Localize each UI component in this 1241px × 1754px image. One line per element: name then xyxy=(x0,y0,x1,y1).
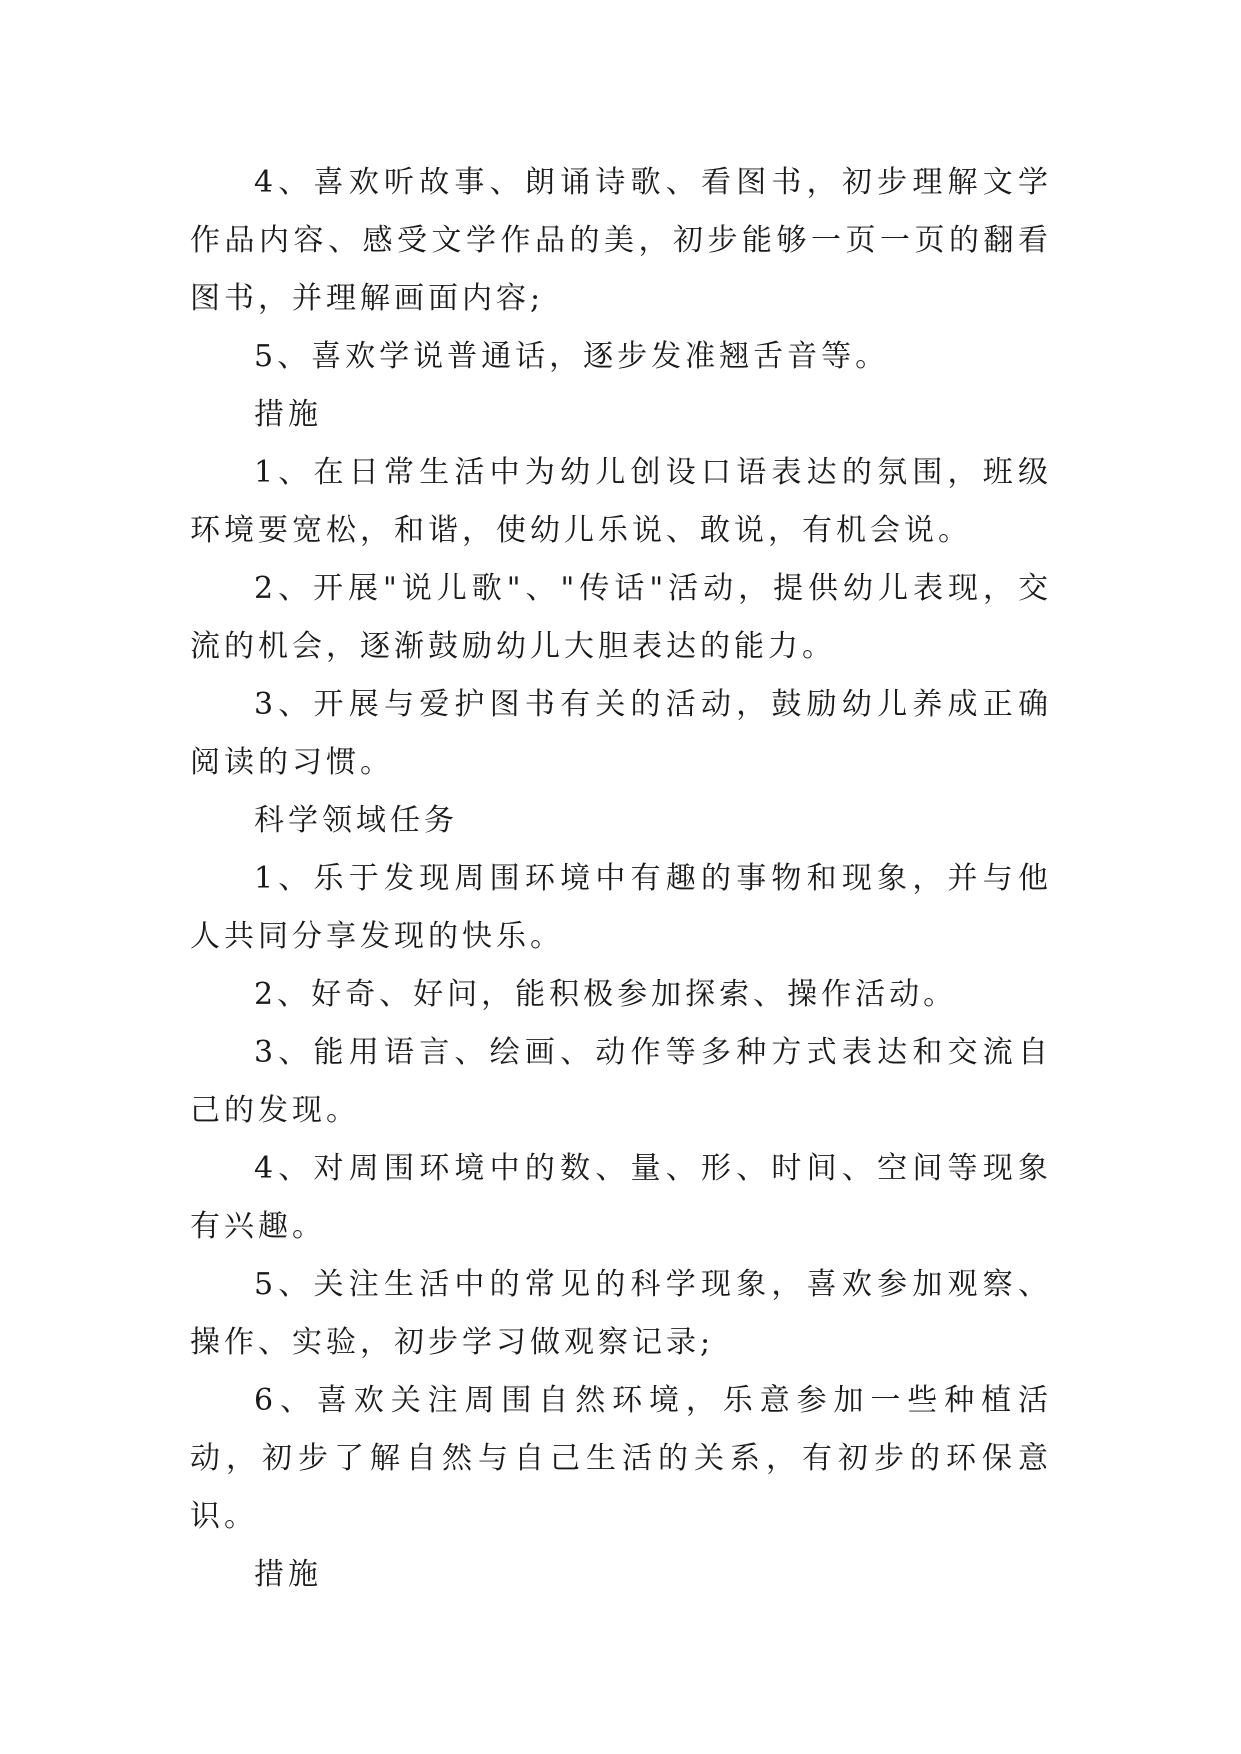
paragraph-language-goal-5: 5、喜欢学说普通话，逐步发准翘舌音等。 xyxy=(254,339,890,374)
paragraph-science-goal-1: 1、乐于发现周围环境中有趣的事物和现象，并与他人共同分享发现的快乐。 xyxy=(190,861,1052,954)
paragraph-language-measure-3: 3、开展与爱护图书有关的活动，鼓励幼儿养成正确阅读的习惯。 xyxy=(190,687,1052,780)
document-body xyxy=(190,154,1052,1604)
paragraph-science-goal-5: 5、关注生活中的常见的科学现象，喜欢参加观察、操作、实验，初步学习做观察记录; xyxy=(190,1267,1052,1360)
heading-science-tasks: 科学领域任务 xyxy=(254,803,458,838)
paragraph-science-goal-4: 4、对周围环境中的数、量、形、时间、空间等现象有兴趣。 xyxy=(190,1151,1052,1244)
paragraph-language-measure-1: 1、在日常生活中为幼儿创设口语表达的氛围，班级环境要宽松，和谐，使幼儿乐说、敢说，有机会说。 xyxy=(190,455,1052,548)
heading-measures-language: 措施 xyxy=(254,397,322,432)
paragraph-science-goal-2: 2、好奇、好问，能积极参加探索、操作活动。 xyxy=(254,977,958,1012)
paragraph-language-measure-2: 2、开展"说儿歌"、"传话"活动，提供幼儿表现，交流的机会，逐渐鼓励幼儿大胆表达的能力。 xyxy=(190,571,1052,664)
paragraph-science-goal-6: 6、喜欢关注周围自然环境，乐意参加一些种植活动，初步了解自然与自己生活的关系，有初步的环保意识。 xyxy=(190,1383,1052,1534)
heading-measures-science: 措施 xyxy=(254,1557,322,1592)
paragraph-language-goal-4: 4、喜欢听故事、朗诵诗歌、看图书，初步理解文学作品内容、感受文学作品的美，初步能够一页一页的翻看图书，并理解画面内容; xyxy=(190,165,1052,316)
paragraph-science-goal-3: 3、能用语言、绘画、动作等多种方式表达和交流自己的发现。 xyxy=(190,1035,1052,1128)
